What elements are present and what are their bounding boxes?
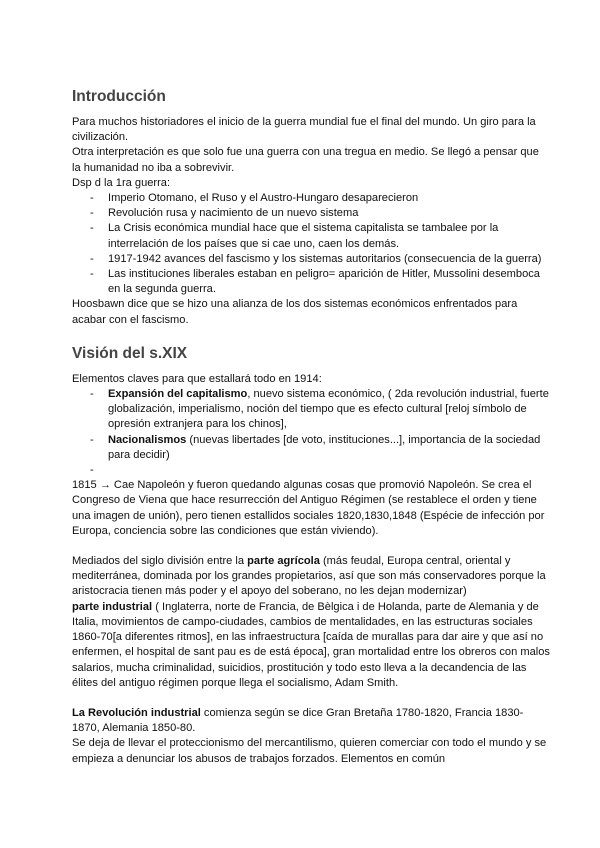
list-item: - Nacionalismos (nuevas libertades [de voto, instituciones...], importancia de la sociedad para decidir)	[90, 433, 541, 461]
sec2-paragraph-1815: 1815 → Cae Napoleón y fueron quedando algunas cosas que promovió Napoleón. Se crea el Congreso de Viena que hace resurrección del Antiguo Régimen (se restablece el orden y tiene una imagen de unión), pero tienen estallidos sociales 1820,1830,1848 (Espécie de infección por Europa, conciencia sobre las condiciones que están viviendo).	[72, 479, 545, 537]
paragraph-gap	[72, 539, 550, 554]
intro-list	[72, 191, 550, 297]
list-item: - 1917-1942 avances del fascismo y los sistemas autoritarios (consecuencia de la guerra)	[90, 252, 542, 265]
list-item: - Imperio Otomano, el Ruso y el Austro-Hungaro desaparecieron	[90, 192, 419, 205]
intro-paragraph-3: Dsp d la 1ra guerra:	[72, 176, 171, 189]
intro-paragraph-4: Hoosbawn dice que se hizo una alianza de los dos sistemas económicos enfrentados para acabar con el fascismo.	[72, 298, 518, 326]
list-item: - Expansión del capitalismo, nuevo sistema económico, ( 2da revolución industrial, fuerte globalización, imperialismo, noción del tiempo que es efecto cultural [reloj símbolo de opresión extranjera para los chinos],	[90, 388, 549, 431]
heading-vision-siglo-xix: Visión del s.XIX	[72, 344, 188, 362]
list-item: - Las instituciones liberales estaban en peligro= aparición de Hitler, Mussolini desemboca en la segunda guerra.	[90, 268, 540, 296]
list-item: - Revolución rusa y nacimiento de un nuevo sistema	[90, 207, 359, 220]
sec2-paragraph-1: Elementos claves para que estallará todo en 1914:	[72, 372, 322, 385]
list-item-empty: -	[90, 464, 94, 477]
intro-paragraph-1: Para muchos historiadores el inicio de la guerra mundial fue el final del mundo. Un giro para la civilización.	[72, 116, 536, 144]
sec2-paragraph-proteccionismo: Se deja de llevar el proteccionismo del mercantilismo, quieren comerciar con todo el mundo y se empieza a denunciar los abusos de trabajos forzados. Elementos en común	[72, 737, 547, 765]
sec2-paragraph-division: Mediados del siglo división entre la parte agrícola (más feudal, Europa central, oriental y mediterránea, dominada por los grandes propietarios, así que son más conservadores porque la aristocracia tienen más poder y el apoyo del soberano, no les dejan modernizar) parte industrial ( Inglaterra, norte de Francia, de Bèlgica i de Holanda, parte de Alemania y de Italia, movimientos de campo-ciudades, cambios de mentalidades, en las estructuras sociales 1860-70[a diferentes ritmos], en las infraestructura [caída de murallas para dar aire y que así no enfermen, el hospital de sant pau es de está época], gran mortalidad entre los obreros con malos salarios, mucha criminalidad, suicidios, prostitución y todo esto lleva a la decandencia de las élites del antiguo régimen porque llega el socialismo, Adam Smith.	[72, 555, 550, 689]
sec2-list	[72, 387, 550, 478]
paragraph-gap	[72, 691, 550, 706]
list-item: - La Crisis económica mundial hace que el sistema capitalista se tambalee por la interrelación de los países que si cae uno, caen los demás.	[90, 222, 499, 250]
heading-introduccion: Introducción	[72, 88, 166, 105]
intro-paragraph-2: Otra interpretación es que solo fue una guerra con una tregua en medio. Se llegó a pensar que la humanidad no iba a sobrevivir.	[72, 146, 539, 174]
sec2-paragraph-revolucion: La Revolución industrial comienza según se dice Gran Bretaña 1780-1820, Francia 1830-1870, Alemania 1850-80.	[72, 706, 524, 735]
